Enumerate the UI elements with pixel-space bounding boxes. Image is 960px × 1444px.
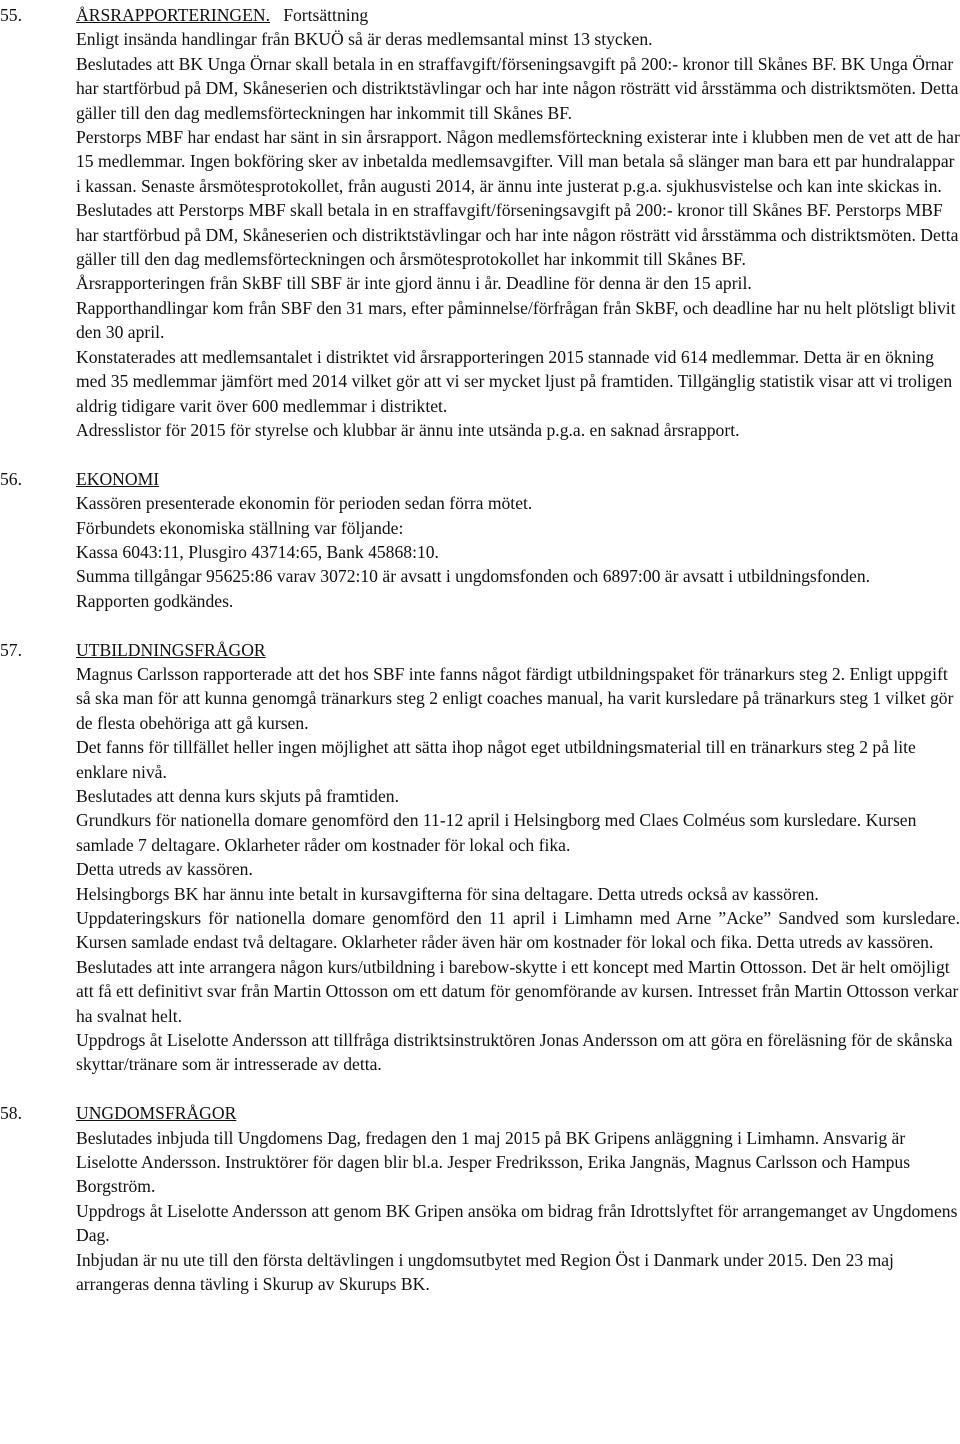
section-number: 58.: [0, 1103, 22, 1124]
paragraph: Uppdrogs åt Liselotte Andersson att tillfråga distriktsinstruktören Jonas Andersson om att göra en föreläsning för de skånska skyttar/tränare som är intresserade av detta.: [76, 1030, 953, 1075]
paragraph: Magnus Carlsson rapporterade att det hos SBF inte fanns något färdigt utbildningspaket för tränarkurs steg 2. Enligt uppgift så ska man för att kunna genomgå tränarkurs steg 2 enligt coaches manual, ha varit kursledare på tränarkurs steg 1 vilket gör de flesta obehöriga att gå kursen.: [76, 663, 954, 733]
paragraph: Uppdateringskurs för nationella domare genomförd den 11 april i Limhamn med Arne ”Acke” Sandved som kursledare. Kursen samlade endast två deltagare. Oklarheter råder även här om kostnader för lokal och fika. Detta utreds av kassören.: [76, 908, 960, 953]
paragraph: Årsrapporteringen från SkBF till SBF är inte gjord ännu i år. Deadline för denna är den 15 april.: [76, 273, 752, 294]
paragraph: Beslutades att BK Unga Örnar skall betala in en straffavgift/förseningsavgift på 200:- kronor till Skånes BF. BK Unga Örnar har startförbud på DM, Skåneserien och distriktstävlingar och har inte någon rösträtt vid årsstämma och distriktsmöten. Detta gäller till den dag medlemsförteckningen har inkommit till Skånes BF.: [76, 53, 959, 123]
paragraph: Adresslistor för 2015 för styrelse och klubbar är ännu inte utsända p.g.a. en saknad årsrapport.: [76, 419, 740, 440]
paragraph: Beslutades inbjuda till Ungdomens Dag, fredagen den 1 maj 2015 på BK Gripens anläggning i Limhamn. Ansvarig är Liselotte Andersson. Instruktörer för dagen blir bl.a. Jesper Fredriksson, Erika Jangnäs, Magnus Carlsson och Hampus Borgström.: [76, 1127, 911, 1197]
section-number: 55.: [0, 5, 22, 25]
section-55: [0, 3, 960, 442]
document-page: [0, 3, 960, 1296]
paragraph: Beslutades att inte arrangera någon kurs/utbildning i barebow-skytte i ett koncept med Martin Ottosson. Det är helt omöjligt att få ett definitivt svar från Martin Ottosson om ett datum för genomförande av kursen. Intresset från Martin Ottosson verkar ha svalnat helt.: [76, 956, 959, 1026]
section-heading: [76, 467, 960, 491]
section-56: [0, 467, 960, 613]
section-title: EKONOMI: [76, 468, 160, 489]
section-gap: [0, 1077, 960, 1101]
paragraph: Kassören presenterade ekonomin för perioden sedan förra mötet.: [76, 493, 533, 514]
section-gap: [0, 613, 960, 637]
paragraph: Konstaterades att medlemsantalet i distriktet vid årsrapporteringen 2015 stannade vid 614 medlemmar. Detta är en ökning med 35 medlemmar jämfört med 2014 vilket gör att vi ser mycket ljust på framtiden. Tillgänglig statistik visar att vi troligen aldrig tidigare varit över 600 medlemmar i distriktet.: [76, 346, 953, 416]
section-number: 57.: [0, 639, 22, 660]
paragraph: Helsingborgs BK har ännu inte betalt in kursavgifterna för sina deltagare. Detta utreds också av kassören.: [76, 883, 819, 904]
section-58: [0, 1101, 960, 1296]
section-heading: [76, 3, 960, 27]
paragraph: Kassa 6043:11, Plusgiro 43714:65, Bank 45868:10.: [76, 541, 439, 562]
paragraph: Detta utreds av kassören.: [76, 859, 253, 880]
paragraph: Perstorps MBF har endast har sänt in sin årsrapport. Någon medlemsförteckning existerar inte i klubben men de vet att de har 15 medlemmar. Ingen bokföring sker av inbetalda medlemsavgifter. Vill man betala så slänger man bara ett par hundralappar i kassan. Senaste årsmötesprotokollet, från augusti 2014, är ännu inte justerat p.g.a. sjukhusvistelse och kan inte skickas in.: [76, 127, 960, 196]
paragraph: Det fanns för tillfället heller ingen möjlighet att sätta ihop något eget utbildningsmaterial till en tränarkurs steg 2 på lite enklare nivå.: [76, 737, 916, 782]
section-title-suffix: Fortsättning: [283, 5, 369, 25]
paragraph: Beslutades att denna kurs skjuts på framtiden.: [76, 785, 399, 806]
section-title: UNGDOMSFRÅGOR: [76, 1103, 237, 1124]
paragraph: Rapporten godkändes.: [76, 590, 234, 611]
paragraph: Enligt insända handlingar från BKUÖ så är deras medlemsantal minst 13 stycken.: [76, 29, 653, 50]
paragraph: Uppdrogs åt Liselotte Andersson att genom BK Gripen ansöka om bidrag från Idrottslyftet för arrangemanget av Ungdomens Dag.: [76, 1200, 958, 1246]
paragraph: Förbundets ekonomiska ställning var följande:: [76, 517, 404, 538]
paragraph: Inbjudan är nu ute till den första deltävlingen i ungdomsutbytet med Region Öst i Danmark under 2015. Den 23 maj arrangeras denna tävling i Skurup av Skurups BK.: [76, 1249, 894, 1295]
section-57: [0, 638, 960, 1077]
paragraph: Beslutades att Perstorps MBF skall betala in en straffavgift/förseningsavgift på 200:- kronor till Skånes BF. Perstorps MBF har startförbud på DM, Skåneserien och distriktstävlingar och har inte någon rösträtt vid årsstämma och distriktsmöten. Detta gäller till den dag medlemsförteckningen och årsmötesprotokollet har inkommit till Skånes BF.: [76, 200, 959, 270]
section-heading: [76, 638, 960, 662]
section-title: ÅRSRAPPORTERINGEN.: [76, 5, 270, 25]
section-gap: [0, 442, 960, 466]
paragraph: Summa tillgångar 95625:86 varav 3072:10 är avsatt i ungdomsfonden och 6897:00 är avsatt i utbildningsfonden.: [76, 566, 871, 587]
paragraph: Grundkurs för nationella domare genomförd den 11-12 april i Helsingborg med Claes Colméus som kursledare. Kursen samlade 7 deltagare. Oklarheter råder om kostnader för lokal och fika.: [76, 810, 917, 855]
paragraph: Rapporthandlingar kom från SBF den 31 mars, efter påminnelse/förfrågan från SkBF, och deadline har nu helt plötsligt blivit den 30 april.: [76, 297, 956, 343]
section-number: 56.: [0, 468, 22, 489]
section-title: UTBILDNINGSFRÅGOR: [76, 639, 266, 660]
section-heading: [76, 1101, 960, 1125]
